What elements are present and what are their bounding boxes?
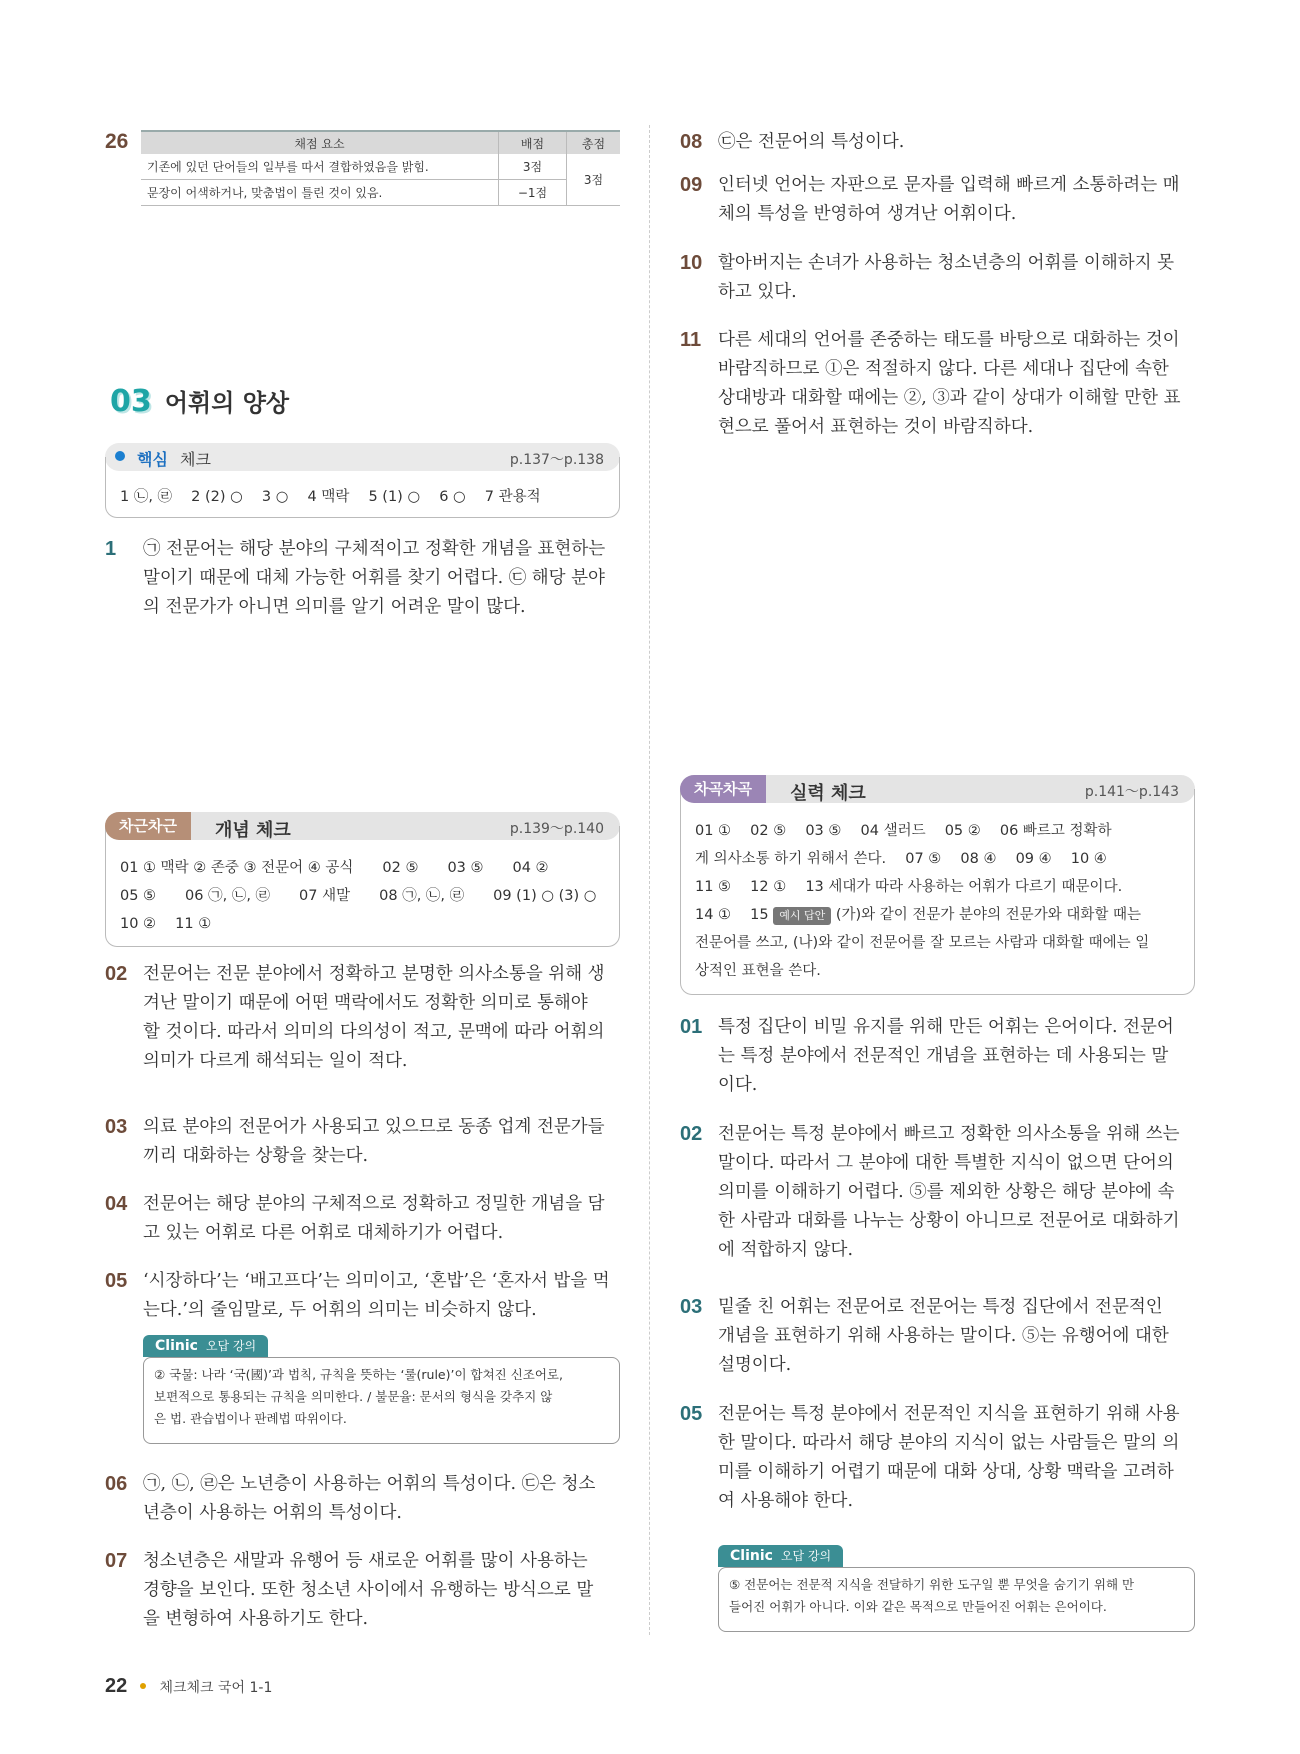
core-check-box — [105, 443, 620, 518]
explanation-11 — [680, 326, 1195, 442]
text-line: 년층이 사용하는 어휘의 특성이다. — [143, 1503, 402, 1523]
skill-answer-line-2: 게 의사소통 하기 위해서 쓴다. 07 ⑤ 08 ④ 09 ④ 10 ④ — [695, 851, 1107, 867]
section-number: 03 — [110, 384, 152, 419]
header-total: 총점 — [567, 131, 621, 154]
text-line: 인터넷 언어는 자판으로 문자를 입력해 빠르게 소통하려는 매 — [718, 175, 1180, 195]
footer-dot-icon — [140, 1683, 146, 1689]
text-line: 말이기 때문에 대체 가능한 어휘를 찾기 어렵다. ㉢ 해당 분야 — [143, 568, 605, 588]
text-line: 바람직하므로 ①은 적절하지 않다. 다른 세대나 집단에 속한 — [718, 359, 1169, 379]
item-number: 07 — [105, 1550, 128, 1572]
section-heading — [110, 383, 289, 419]
explanation-10 — [680, 249, 1195, 307]
text-line: 경향을 보인다. 또한 청소년 사이에서 유행하는 방식으로 말 — [143, 1580, 594, 1600]
text-line: 전문어는 전문 분야에서 정확하고 분명한 의사소통을 위해 생 — [143, 964, 605, 984]
text-line: 고 있는 어휘로 다른 어휘로 대체하기가 어렵다. — [143, 1223, 504, 1243]
text-line: 한 사람과 대화를 나누는 상황이 아니므로 전문어로 대화하기 — [718, 1211, 1180, 1231]
text-line: 전문어는 특정 분야에서 빠르고 정확한 의사소통을 위해 쓰는 — [718, 1124, 1180, 1144]
points-2: −1점 — [499, 180, 567, 206]
item-number: 02 — [680, 1123, 703, 1145]
explanation-06 — [105, 1470, 620, 1528]
item-number: 10 — [680, 252, 703, 274]
page-number: 22 — [105, 1675, 128, 1697]
clinic-line: ⑤ 전문어는 전문적 지식을 전달하기 위한 도구일 뿐 무엇을 숨기기 위해 만 — [729, 1577, 1135, 1592]
explanation-02 — [105, 960, 620, 1076]
concept-answer-line-2: 05 ⑤ 06 ㉠, ㉡, ㉣ 07 새말 08 ㉠, ㉡, ㉣ 09 (1) ○ (3) ○ — [120, 888, 597, 904]
text-line: 미를 이해하기 어렵기 때문에 대화 상대, 상황 맥락을 고려하 — [718, 1462, 1174, 1482]
text-line: 의료 분야의 전문어가 사용되고 있으므로 동종 업계 전문가들 — [143, 1117, 605, 1137]
example-answer-tag: 예시 답안 — [773, 907, 831, 925]
explanation-07 — [105, 1547, 620, 1634]
item-number: 11 — [680, 329, 702, 351]
skill-answer-line-4-rest: (가)와 같이 전문가 분야의 전문가와 대화할 때는 — [835, 907, 1141, 923]
header-points: 배점 — [499, 131, 567, 154]
text-line: 의미가 다르게 해석되는 일이 적다. — [143, 1051, 408, 1071]
clinic-tag-right — [718, 1545, 843, 1567]
text-line: 밑줄 친 어휘는 전문어로 전문어는 특정 집단에서 전문적인 — [718, 1297, 1163, 1317]
concept-check-badge: 차근차근 — [105, 812, 191, 840]
explanation-04 — [105, 1190, 620, 1248]
skill-check-pages: p.141～p.143 — [1084, 784, 1179, 800]
total-score: 3점 — [567, 154, 621, 206]
text-line: 현으로 풀어서 표현하는 것이 바람직하다. — [718, 417, 1034, 437]
text-line: 전문어는 특정 분야에서 전문적인 지식을 표현하기 위해 사용 — [718, 1404, 1180, 1424]
item-number: 1 — [105, 538, 117, 560]
text-line: 여 사용해야 한다. — [718, 1491, 854, 1511]
clinic-box-right — [718, 1567, 1195, 1632]
item-number: 05 — [105, 1270, 128, 1292]
concept-check-title: 개념 체크 — [215, 820, 291, 841]
clinic-label: Clinic — [155, 1338, 198, 1354]
text-line: 하고 있다. — [718, 282, 797, 302]
clinic-line: 은 법. 관습법이나 판례법 따위이다. — [154, 1411, 347, 1426]
criteria-1: 기존에 있던 단어들의 일부를 따서 결합하였음을 밝힘. — [141, 154, 499, 180]
core-explanation-1 — [105, 535, 620, 622]
skill-explanation-01 — [680, 1013, 1195, 1100]
clinic-label: Clinic — [730, 1548, 773, 1564]
text-line: 한 말이다. 따라서 해당 분야의 지식이 없는 사람들은 말의 의 — [718, 1433, 1180, 1453]
text-line: ‘시장하다’는 ‘배고프다’는 의미이고, ‘혼밥’은 ‘혼자서 밥을 먹 — [143, 1271, 610, 1291]
text-line: 개념을 표현하기 위해 사용하는 말이다. ⑤는 유행어에 대한 — [718, 1326, 1169, 1346]
explanation-09 — [680, 171, 1195, 229]
item-number: 05 — [680, 1403, 703, 1425]
concept-check-pages: p.139～p.140 — [509, 821, 604, 837]
text-line: 특정 집단이 비밀 유지를 위해 만든 어휘는 은어이다. 전문어 — [718, 1017, 1174, 1037]
skill-explanation-03 — [680, 1293, 1195, 1380]
skill-answer-line-1: 01 ① 02 ⑤ 03 ⑤ 04 샐러드 05 ② 06 빠르고 정확하 — [695, 823, 1112, 839]
skill-explanation-05 — [680, 1400, 1195, 1516]
explanation-05 — [105, 1267, 620, 1325]
clinic-sub-label: 오답 강의 — [205, 1339, 257, 1353]
clinic-sub-label: 오답 강의 — [780, 1549, 832, 1563]
text-line: ㉠ 전문어는 해당 분야의 구체적이고 정확한 개념을 표현하는 — [143, 539, 606, 559]
core-check-pages: p.137～p.138 — [509, 452, 604, 468]
text-line: 다른 세대의 언어를 존중하는 태도를 바탕으로 대화하는 것이 — [718, 330, 1180, 350]
q26-number: 26 — [105, 130, 129, 153]
clinic-line: ② 국물: 나라 ‘국(國)’과 법칙, 규칙을 뜻하는 ‘룰(rule)’이 합쳐진 신조어로, — [154, 1367, 563, 1382]
item-number: 02 — [105, 963, 128, 985]
text-line: ㉢은 전문어의 특성이다. — [718, 132, 905, 152]
section-title: 어휘의 양상 — [164, 389, 290, 417]
text-line: 는다.’의 줄임말로, 두 어휘의 의미는 비슷하지 않다. — [143, 1300, 537, 1320]
text-line: ㉠, ㉡, ㉣은 노년층이 사용하는 어휘의 특성이다. ㉢은 청소 — [143, 1474, 596, 1494]
concept-answer-line-3: 10 ② 11 ① — [120, 916, 212, 932]
text-line: 는 특정 분야에서 전문적인 개념을 표현하는 데 사용되는 말 — [718, 1046, 1169, 1066]
skill-explanation-02 — [680, 1120, 1195, 1265]
column-divider — [649, 125, 650, 1635]
text-line: 에 적합하지 않다. — [718, 1240, 854, 1260]
page-footer — [105, 1675, 272, 1698]
text-line: 설명이다. — [718, 1355, 792, 1375]
item-number: 08 — [680, 131, 703, 153]
text-line: 할아버지는 손녀가 사용하는 청소년층의 어휘를 이해하지 못 — [718, 253, 1174, 273]
skill-answer-line-5: 전문어를 쓰고, (나)와 같이 전문어를 잘 모르는 사람과 대화할 때에는 일 — [695, 935, 1150, 951]
item-number: 09 — [680, 174, 703, 196]
skill-check-title: 실력 체크 — [790, 783, 866, 804]
header-criteria: 채점 요소 — [141, 131, 499, 154]
text-line: 상대방과 대화할 때에는 ②, ③과 같이 상대가 이해할 만한 표 — [718, 388, 1181, 408]
core-check-label-a: 핵심 — [137, 450, 168, 469]
item-number: 06 — [105, 1473, 128, 1495]
text-line: 전문어는 해당 분야의 구체적으로 정확하고 정밀한 개념을 담 — [143, 1194, 605, 1214]
core-check-label-b: 체크 — [180, 450, 211, 469]
points-1: 3점 — [499, 154, 567, 180]
clinic-line: 들어진 어휘가 아니다. 이와 같은 목적으로 만들어진 어휘는 은어이다. — [729, 1599, 1107, 1614]
clinic-box-left — [143, 1357, 620, 1444]
explanation-08 — [680, 128, 1195, 157]
explanation-03 — [105, 1113, 620, 1171]
text-line: 겨난 말이기 때문에 어떤 맥락에서도 정확한 의미로 통해야 — [143, 993, 588, 1013]
text-line: 말이다. 따라서 그 분야에 대한 특별한 지식이 없으면 단어의 — [718, 1153, 1174, 1173]
book-title: 체크체크 국어 1-1 — [159, 1680, 273, 1696]
text-line: 의 전문가가 아니면 의미를 알기 어려운 말이 많다. — [143, 597, 526, 617]
criteria-2: 문장이 어색하거나, 맞춤법이 틀린 것이 있음. — [141, 180, 499, 206]
skill-answer-line-4 — [695, 903, 1141, 925]
item-number: 03 — [680, 1296, 703, 1318]
text-line: 체의 특성을 반영하여 생겨난 어휘이다. — [718, 204, 1017, 224]
skill-check-box — [680, 775, 1195, 995]
text-line: 이다. — [718, 1075, 758, 1095]
concept-check-box — [105, 812, 620, 947]
text-line: 을 변형하여 사용하기도 한다. — [143, 1609, 369, 1629]
concept-answer-line-1: 01 ① 맥락 ② 존중 ③ 전문어 ④ 공식 02 ⑤ 03 ⑤ 04 ② — [120, 860, 549, 876]
item-number: 03 — [105, 1116, 128, 1138]
skill-check-badge: 차곡차곡 — [680, 775, 766, 803]
score-table — [141, 130, 620, 206]
text-line: 할 것이다. 따라서 의미의 다의성이 적고, 문맥에 따라 어휘의 — [143, 1022, 605, 1042]
clinic-tag-left — [143, 1335, 268, 1357]
text-line: 청소년층은 새말과 유행어 등 새로운 어휘를 많이 사용하는 — [143, 1551, 588, 1571]
core-check-answers: 1 ㉡, ㉣ 2 (2) ○ 3 ○ 4 맥락 5 (1) ○ 6 ○ 7 관용적 — [120, 489, 541, 505]
text-line: 의미를 이해하기 어렵다. ⑤를 제외한 상황은 해당 분야에 속 — [718, 1182, 1175, 1202]
skill-answer-line-4-start: 14 ① 15 — [695, 907, 769, 923]
skill-answer-line-6: 상적인 표현을 쓴다. — [695, 963, 821, 979]
skill-answer-line-3: 11 ⑤ 12 ① 13 세대가 따라 사용하는 어휘가 다르기 때문이다. — [695, 879, 1123, 895]
clinic-line: 보편적으로 통용되는 규칙을 의미한다. / 불문율: 문서의 형식을 갖추지 않 — [154, 1389, 553, 1404]
item-number: 01 — [680, 1016, 703, 1038]
text-line: 끼리 대화하는 상황을 찾는다. — [143, 1146, 369, 1166]
item-number: 04 — [105, 1193, 128, 1215]
bullet-icon — [115, 451, 125, 461]
